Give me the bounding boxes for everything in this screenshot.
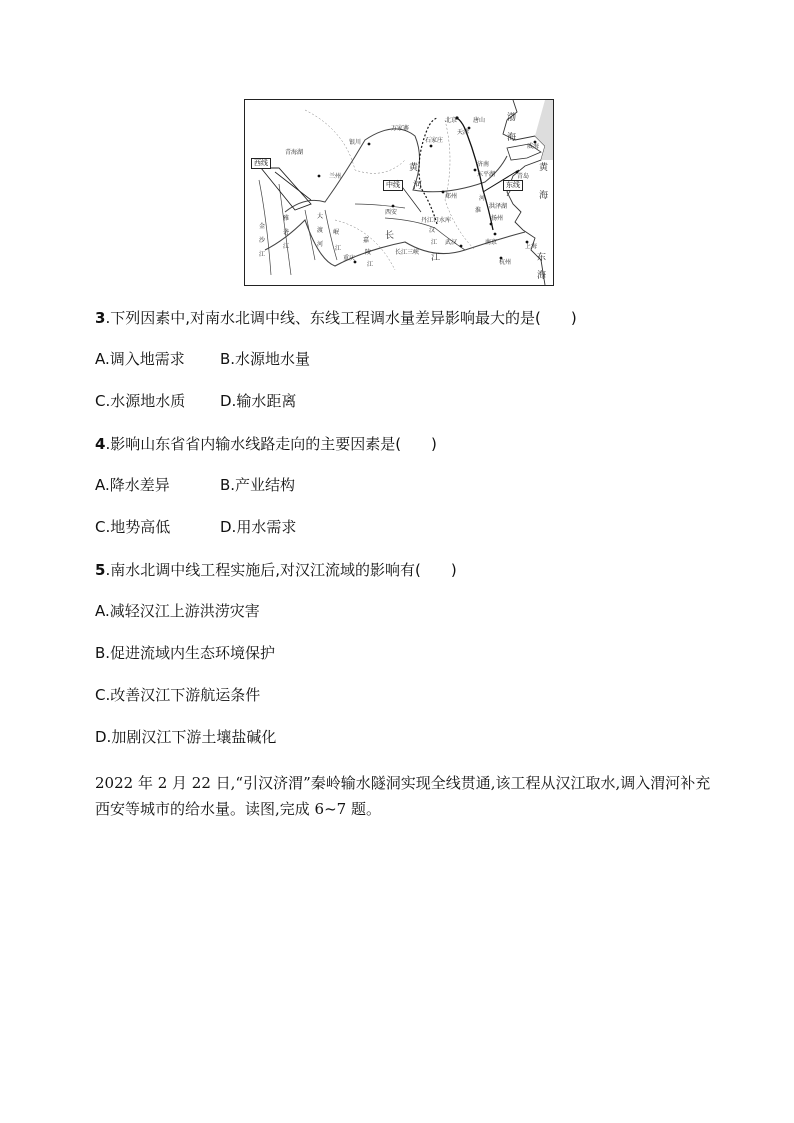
- river-ling: 陵: [365, 249, 372, 256]
- q5-option-b[interactable]: B.促进流域内生态环境保护: [95, 644, 276, 662]
- river-chang: 长: [385, 231, 395, 241]
- place-jinan: 济南: [477, 161, 490, 168]
- place-lanzhou: 兰州: [329, 173, 342, 180]
- river-du: 渡: [317, 227, 324, 234]
- question-stem: .南水北调中线工程实施后,对汉江流域的影响有( ): [105, 561, 457, 579]
- q4-option-d[interactable]: D.用水需求: [220, 518, 297, 536]
- place-nanjing: 南京: [485, 239, 498, 246]
- passage-6-7: 2022 年 2 月 22 日,“引汉济渭”秦岭输水隧洞实现全线贯通,该工程从汉江取水,调入渭河补充西安等城市的给水量。读图,完成 6~7 题。: [95, 774, 711, 818]
- question-number: 3: [95, 309, 106, 327]
- place-wanjiazhai: 万家寨: [391, 125, 410, 132]
- question-number: 4: [95, 435, 106, 453]
- place-chongqing: 重庆: [343, 255, 356, 262]
- question-stem: .影响山东省省内输水线路走向的主要因素是( ): [105, 435, 437, 453]
- q5-option-d[interactable]: D.加剧汉江下游土壤盐碱化: [95, 728, 277, 746]
- river-da: 大: [317, 213, 324, 220]
- q3-option-b[interactable]: B.水源地水量: [220, 350, 311, 368]
- river-huang: 黄: [409, 163, 419, 173]
- place-zhengzhou: 郑州: [445, 193, 458, 200]
- place-hangzhou: 杭州: [499, 259, 512, 266]
- q4-option-a[interactable]: A.降水差异: [95, 476, 170, 494]
- question-stem: .下列因素中,对南水北调中线、东线工程调水量差异影响最大的是( ): [105, 309, 577, 327]
- place-tianjin: 天津: [457, 129, 470, 136]
- place-qingdao: 青岛: [517, 173, 530, 180]
- question-4: [95, 435, 437, 453]
- q5-option-c[interactable]: C.改善汉江下游航运条件: [95, 686, 261, 704]
- river-he: 河: [413, 181, 423, 191]
- sea-dong: 东: [537, 253, 547, 263]
- sea-bohai: 海: [507, 133, 517, 143]
- river-jiang: 江: [431, 253, 441, 263]
- question-number: 5: [95, 561, 106, 579]
- place-yangzhou: 扬州: [491, 215, 504, 222]
- river-huai: 淮: [475, 207, 482, 214]
- river-jin: 金: [259, 223, 266, 230]
- river-yalong-jiang: 江: [283, 243, 290, 250]
- river-dadu-he: 河: [317, 241, 324, 248]
- place-shijiazhuang: 石家庄: [425, 137, 444, 144]
- sea-donghai: 海: [537, 271, 547, 281]
- place-three-gorges: 长江三峡: [395, 249, 420, 256]
- river-jia: 嘉: [363, 237, 370, 244]
- river-jinsha-jiang: 江: [259, 251, 266, 258]
- river-sha: 沙: [259, 237, 266, 244]
- q5-option-a[interactable]: A.减轻汉江上游洪涝灾害: [95, 602, 260, 620]
- place-dongpinghu: 东平湖: [477, 171, 496, 178]
- place-weihai: 威海: [527, 143, 540, 150]
- place-beijing: 北京: [445, 117, 458, 124]
- river-huai-he: 河: [479, 195, 486, 202]
- place-wuhan: 武汉: [445, 239, 458, 246]
- sea-bo: 渤: [507, 113, 517, 123]
- place-tangshan: 唐山: [473, 117, 486, 124]
- place-qinghaihu: 青海湖: [285, 149, 304, 156]
- river-han: 汉: [429, 227, 436, 234]
- river-min: 岷: [333, 229, 340, 236]
- river-min-jiang: 江: [335, 245, 342, 252]
- river-long: 砻: [283, 229, 290, 236]
- question-5: [95, 561, 457, 579]
- place-shanghai: 上海: [525, 243, 538, 250]
- question-3: [95, 309, 577, 327]
- q4-option-b[interactable]: B.产业结构: [220, 476, 296, 494]
- q3-option-a[interactable]: A.调入地需求: [95, 350, 185, 368]
- place-danjiangkou: 丹江口水库: [421, 217, 452, 224]
- river-jialing-jiang: 江: [367, 261, 374, 268]
- place-hongzehu: 洪泽湖: [489, 203, 508, 210]
- middle-route-label: 中线: [383, 180, 403, 191]
- river-han-jiang: 江: [431, 239, 438, 246]
- q3-option-d[interactable]: D.输水距离: [220, 392, 297, 410]
- q3-option-c[interactable]: C.水源地水质: [95, 392, 186, 410]
- sea-huang: 黄: [539, 163, 549, 173]
- river-ya: 雅: [283, 215, 290, 222]
- q4-option-c[interactable]: C.地势高低: [95, 518, 171, 536]
- place-yinchuan: 银川: [349, 139, 362, 146]
- place-xian: 西安: [385, 209, 398, 216]
- east-route-label: 东线: [503, 180, 523, 191]
- west-route-label: 西线: [251, 158, 271, 169]
- south-north-water-map: [244, 99, 554, 286]
- sea-huanghai: 海: [539, 191, 549, 201]
